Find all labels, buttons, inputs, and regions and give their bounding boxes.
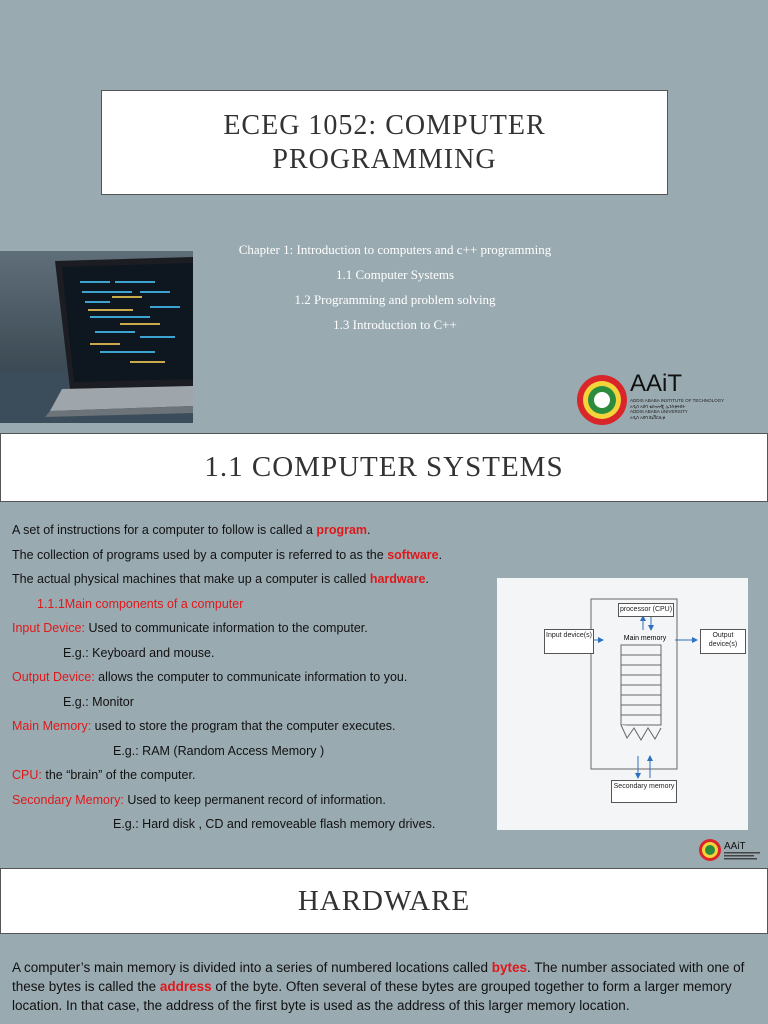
diagram-output-box: Output device(s) — [700, 629, 746, 654]
chapter-item: 1.2 Programming and problem solving — [294, 292, 496, 307]
course-title-line2: PROGRAMMING — [272, 143, 497, 175]
slide-computer-systems — [0, 431, 768, 863]
chapter-item: 1.3 Introduction to C++ — [333, 317, 457, 332]
aait-small-logo-icon — [698, 838, 766, 862]
section-title: 1.1 COMPUTER SYSTEMS — [0, 433, 768, 502]
laptop-photo — [0, 251, 193, 423]
item-input-device: Input Device: Used to communicate information to the computer. — [12, 621, 368, 635]
aait-logo-text: AAiT — [630, 370, 683, 397]
definition-hardware: The actual physical machines that make up a computer is called hardware. — [12, 572, 429, 586]
subheading-main-components: 1.1.1Main components of a computer — [37, 596, 244, 611]
item-secondary-memory: Secondary Memory: Used to keep permanent record of information. — [12, 792, 386, 807]
course-title-box — [101, 90, 668, 195]
chapter-heading: Chapter 1: Introduction to computers and c++ programming — [238, 242, 552, 257]
svg-text:AAiT: AAiT — [724, 841, 746, 852]
aait-logo-subtitle: ADDIS ABABA INSTITUTE OF TECHNOLOGY አዲስ አበባ ቴክኖሎጂ ኢንስቲትዩት ADDIS ABABA UNIVERSITY አዲስ አበባ ዩኒቨርሲቲ — [630, 398, 725, 420]
example-input: E.g.: Keyboard and mouse. — [63, 645, 215, 660]
item-cpu: CPU: the “brain” of the computer. — [12, 768, 196, 782]
definition-software: The collection of programs used by a computer is referred to as the software. — [12, 547, 443, 562]
definition-program: A set of instructions for a computer to follow is called a program. — [12, 523, 371, 537]
diagram-input-box: Input device(s) — [544, 629, 594, 654]
diagram-cpu-box: processor (CPU) — [618, 603, 674, 617]
section-title: HARDWARE — [0, 868, 768, 934]
computer-organization-diagram — [497, 578, 748, 830]
diagram-main-memory-label: Main memory — [623, 635, 667, 642]
item-output-device: Output Device: allows the computer to communicate information to you. — [12, 670, 408, 684]
course-title-line1: ECEG 1052: COMPUTER — [223, 109, 546, 141]
chapter-item: 1.1 Computer Systems — [335, 267, 455, 282]
slide-hardware — [0, 866, 768, 1024]
chapter-outline — [205, 240, 585, 340]
diagram-secondary-box: Secondary memory — [611, 780, 677, 803]
hardware-paragraph: A computer’s main memory is divided into a series of numbered locations called bytes. The number associated with one of these bytes is called the address of the byte. Often several of these bytes are grouped together to form a larger memory location. In that case, the address of the first byte is used as the address of this larger memory location. — [12, 960, 745, 1013]
example-output: E.g.: Monitor — [63, 694, 134, 709]
slide-title — [0, 0, 768, 428]
example-secondary-memory: E.g.: Hard disk , CD and removeable flash memory drives. — [113, 817, 436, 831]
item-main-memory: Main Memory: used to store the program that the computer executes. — [12, 719, 396, 733]
example-main-memory: E.g.: RAM (Random Access Memory ) — [113, 743, 325, 758]
